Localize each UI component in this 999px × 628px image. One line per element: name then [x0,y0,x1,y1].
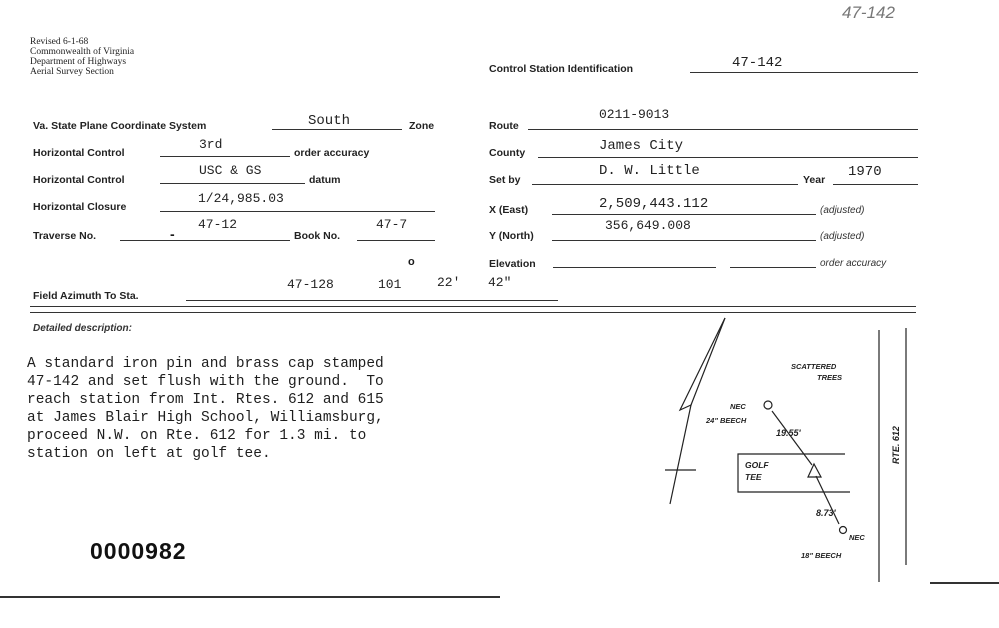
closure-label: Horizontal Closure [33,201,127,213]
traverse-label: Traverse No. [33,230,97,242]
coord-system-label: Va. State Plane Coordinate System [33,120,207,132]
description-line: station on left at golf tee. [27,446,271,462]
description-line: reach station from Int. Rtes. 612 and 615 [27,392,384,408]
nail-bottom-label: NEC [849,533,865,542]
route-value: 0211-9013 [599,107,670,122]
north-arrow-icon [670,318,725,504]
tie-distance-top: 19.55' [776,428,801,438]
county-label: County [489,147,526,159]
description-line: at James Blair High School, Williamsburg, [27,410,384,426]
azimuth-label: Field Azimuth To Sta. [33,290,139,302]
datum-label: datum [309,174,341,186]
route-612-label: RTE. 612 [891,426,901,464]
nail-top-icon [764,401,772,409]
azimuth-minutes: 22' [437,275,461,290]
order-accuracy-label: order accuracy [294,147,370,159]
degree-mark: o [408,256,415,268]
route-label: Route [489,120,519,132]
description-line: A standard iron pin and brass cap stamped [27,356,384,372]
tee-label: TEE [745,472,762,482]
horiz-control2-label: Horizontal Control [33,174,125,186]
scattered-trees-label: SCATTERED [791,362,837,371]
section-name: Aerial Survey Section [30,67,114,77]
y-north-label: Y (North) [489,230,534,242]
station-triangle-icon [808,464,821,477]
traverse-dash: - [170,226,175,242]
horiz-control-label: Horizontal Control [33,147,125,159]
azimuth-degrees: 101 [378,277,402,292]
beech-bottom-label: 18" BEECH [801,551,842,560]
control-station-label: Control Station Identification [489,63,634,75]
description-line: 47-142 and set flush with the ground. To [27,374,384,390]
golf-label: GOLF [745,460,769,470]
x-adjusted-label: (adjusted) [820,205,865,216]
revised-date: Revised 6-1-68 [30,37,89,47]
zone-label: Zone [409,120,435,132]
beech-top-label: 24" BEECH [706,416,747,425]
y-adjusted-label: (adjusted) [820,231,865,242]
tie-line-top [772,411,812,465]
coord-system-value: South [308,113,351,129]
y-north-value: 356,649.008 [605,218,691,233]
tie-distance-bottom: 8.73' [816,508,836,518]
nail-bottom-icon [840,527,847,534]
corner-station-number: 47-142 [842,3,895,22]
elevation-label: Elevation [489,258,536,270]
horiz-control2-value: USC & GS [199,163,262,178]
closure-value: 1/24,985.03 [198,191,284,206]
description-line: proceed N.W. on Rte. 612 for 1.3 mi. to [27,428,367,444]
traverse-value: 47-12 [198,217,238,232]
set-by-value: D. W. Little [599,163,700,179]
x-east-label: X (East) [489,204,529,216]
azimuth-seconds: 42" [488,275,512,290]
control-station-value: 47-142 [732,55,783,71]
commonwealth-name: Commonwealth of Virginia [30,47,135,57]
set-by-label: Set by [489,174,521,186]
year-label: Year [803,174,826,186]
elevation-order-label: order accuracy [820,258,887,269]
horiz-control-value: 3rd [199,137,223,152]
serial-number: 0000982 [90,538,187,564]
azimuth-station: 47-128 [287,277,334,292]
book-value: 47-7 [376,217,408,232]
x-east-value: 2,509,443.112 [599,196,709,212]
book-label: Book No. [294,230,341,242]
nail-top-label: NEC [730,402,746,411]
description-label: Detailed description: [33,323,132,334]
year-value: 1970 [848,164,882,180]
department-name: Department of Highways [30,57,127,67]
county-value: James City [599,138,684,154]
scattered-trees-label-2: TREES [817,373,843,382]
